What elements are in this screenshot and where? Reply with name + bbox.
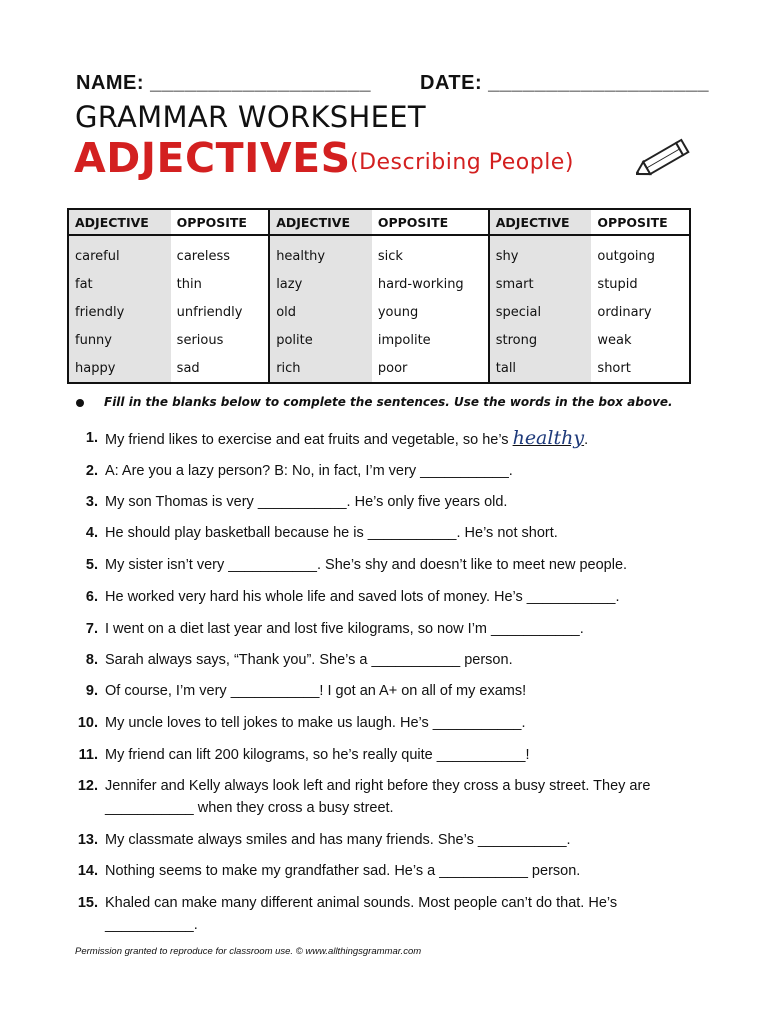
table-cell: weak bbox=[597, 332, 632, 348]
question-number: 4. bbox=[85, 525, 98, 541]
question-text[interactable]: My friend can lift 200 kilograms, so he’s really quite ___________! bbox=[105, 747, 530, 763]
table-cell: stupid bbox=[597, 276, 638, 292]
question-number: 14. bbox=[77, 863, 98, 879]
question bbox=[74, 586, 704, 608]
table-cell: tall bbox=[489, 354, 592, 383]
question bbox=[74, 892, 704, 936]
name-field: NAME: ___________________ bbox=[76, 72, 371, 94]
vocabulary-header-row bbox=[68, 209, 690, 235]
question-text[interactable]: He should play basketball because he is ___________. He’s not short. bbox=[105, 525, 558, 541]
table-cell: poor bbox=[372, 354, 489, 383]
question-text[interactable]: Of course, I’m very ___________! I got an A+ on all of my exams! bbox=[105, 683, 527, 699]
question-number: 8. bbox=[85, 652, 98, 668]
worksheet-subtitle: (Describing People) bbox=[350, 150, 574, 175]
table-cell: lazy bbox=[269, 270, 372, 298]
question-number: 9. bbox=[85, 683, 98, 699]
question bbox=[74, 829, 704, 851]
question-text[interactable]: Nothing seems to make my grandfather sad. He’s a ___________ person. bbox=[105, 863, 581, 879]
table-cell: careless bbox=[171, 235, 270, 270]
question-text bbox=[105, 427, 695, 451]
question bbox=[74, 744, 704, 766]
table-cell: sad bbox=[171, 354, 270, 383]
question bbox=[74, 618, 704, 640]
question-text[interactable]: My sister isn’t very ___________. She’s shy and doesn’t like to meet new people. bbox=[105, 557, 628, 573]
permission-footer: Permission granted to reproduce for classroom use. © www.allthingsgrammar.com bbox=[75, 946, 422, 957]
question-text[interactable]: My classmate always smiles and has many friends. She’s ___________. bbox=[105, 832, 571, 848]
date-field: DATE: ___________________ bbox=[420, 72, 710, 94]
table-cell: rich bbox=[269, 354, 372, 383]
vocabulary-table bbox=[67, 208, 691, 384]
question-text[interactable]: A: Are you a lazy person? B: No, in fact, I’m very ___________. bbox=[105, 463, 513, 479]
table-cell: smart bbox=[489, 270, 592, 298]
table-cell: thin bbox=[171, 270, 270, 298]
table-cell: careful bbox=[68, 235, 171, 270]
table-cell: fat bbox=[68, 270, 171, 298]
question-number: 13. bbox=[77, 832, 98, 848]
table-row bbox=[68, 235, 690, 270]
col-header: ADJECTIVE bbox=[269, 209, 372, 235]
question-number: 7. bbox=[85, 621, 98, 637]
question-text[interactable]: My uncle loves to tell jokes to make us laugh. He’s ___________. bbox=[105, 715, 526, 731]
question-number: 1. bbox=[85, 430, 98, 446]
question bbox=[74, 427, 704, 451]
table-cell: polite bbox=[269, 326, 372, 354]
question-number: 3. bbox=[85, 494, 98, 510]
table-cell: hard-working bbox=[372, 270, 489, 298]
question bbox=[74, 554, 704, 576]
table-cell: shy bbox=[489, 235, 592, 270]
table-row bbox=[68, 326, 690, 354]
question bbox=[74, 460, 704, 482]
instructions bbox=[76, 395, 673, 409]
question-text[interactable]: My son Thomas is very ___________. He’s only five years old. bbox=[105, 494, 508, 510]
col-header: ADJECTIVE bbox=[489, 209, 592, 235]
table-cell: young bbox=[372, 298, 489, 326]
question-number: 12. bbox=[77, 778, 98, 794]
table-cell: ordinary bbox=[597, 304, 652, 320]
question bbox=[74, 712, 704, 734]
col-header: OPPOSITE bbox=[171, 209, 270, 235]
question bbox=[74, 775, 704, 819]
table-cell: special bbox=[489, 298, 592, 326]
question-text[interactable]: I went on a diet last year and lost five kilograms, so now I’m ___________. bbox=[105, 621, 584, 637]
question-text[interactable]: Jennifer and Kelly always look left and right before they cross a busy street. They are ___________ when they cross a busy street. bbox=[105, 778, 651, 816]
question-text[interactable]: Khaled can make many different animal sounds. Most people can’t do that. He’s ___________. bbox=[105, 895, 618, 933]
col-header: ADJECTIVE bbox=[68, 209, 171, 235]
col-header: OPPOSITE bbox=[591, 209, 690, 235]
table-cell: friendly bbox=[68, 298, 171, 326]
table-cell: old bbox=[269, 298, 372, 326]
question-number: 11. bbox=[78, 747, 98, 763]
question-number: 5. bbox=[85, 557, 98, 573]
worksheet-title: GRAMMAR WORKSHEET bbox=[75, 100, 426, 134]
bullet-icon bbox=[76, 399, 84, 407]
instructions-text: Fill in the blanks below to complete the sentences. Use the words in the box above. bbox=[104, 395, 673, 409]
worksheet-subject: ADJECTIVES bbox=[74, 134, 351, 182]
question-text-after: . bbox=[584, 432, 589, 448]
question-text-before: My friend likes to exercise and eat fruits and vegetable, so he’s bbox=[105, 432, 513, 448]
table-cell: sick bbox=[372, 235, 489, 270]
table-cell: healthy bbox=[269, 235, 372, 270]
question-number: 6. bbox=[85, 589, 98, 605]
question bbox=[74, 491, 704, 513]
question bbox=[74, 649, 704, 671]
question bbox=[74, 680, 704, 702]
question-number: 15. bbox=[77, 895, 98, 911]
pencil-icon bbox=[636, 138, 692, 178]
table-row bbox=[68, 354, 690, 383]
table-cell: strong bbox=[489, 326, 592, 354]
question-text[interactable]: He worked very hard his whole life and saved lots of money. He’s ___________. bbox=[105, 589, 620, 605]
question-number: 2. bbox=[85, 463, 98, 479]
table-cell: outgoing bbox=[597, 248, 656, 264]
question bbox=[74, 860, 704, 882]
table-row bbox=[68, 270, 690, 298]
question-number: 10. bbox=[77, 715, 98, 731]
answer-example[interactable]: healthy bbox=[512, 427, 585, 449]
table-cell: unfriendly bbox=[171, 298, 270, 326]
question-text[interactable]: Sarah always says, “Thank you”. She’s a ___________ person. bbox=[105, 652, 513, 668]
table-cell: short bbox=[597, 360, 631, 376]
question bbox=[74, 522, 704, 544]
table-cell: funny bbox=[68, 326, 171, 354]
table-cell: happy bbox=[68, 354, 171, 383]
table-row bbox=[68, 298, 690, 326]
col-header: OPPOSITE bbox=[372, 209, 489, 235]
table-cell: serious bbox=[171, 326, 270, 354]
table-cell: impolite bbox=[372, 326, 489, 354]
